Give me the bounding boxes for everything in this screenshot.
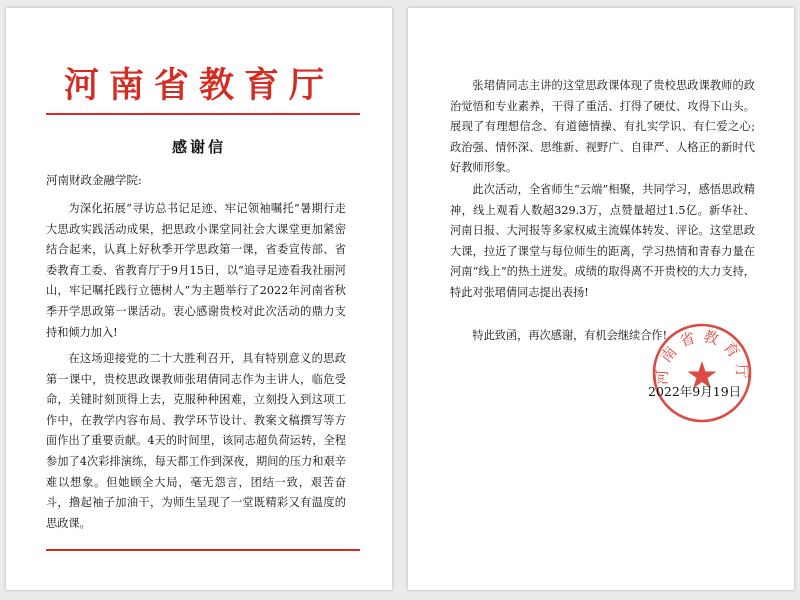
letter-date: 2022年9月19日 [648, 384, 742, 399]
official-seal-stamp [650, 321, 754, 425]
letterhead-red-rule [46, 113, 360, 115]
svg-text:河南省教育厅: 河南省教育厅 [652, 327, 752, 386]
body-paragraph: 为深化拓展“寻访总书记足迹、牢记领袖嘱托”暑期行走大思政实践活动成果，把思政小课堂同社会大课堂更加紧密结合起来，认真上好秋季开学思政第一课，省委宣传部、省委教育工委、省教育厅于9月15日，以“追寻足迹看我社丽河山，牢记嘱托践行立德树人”为主题举行了2022年河南省秋季开学思政第一课活动。衷心感谢贵校对此次活动的鼎力支持和倾力加入! [46, 202, 346, 339]
body-paragraph: 此次活动，全省师生“云端”相聚，共同学习，感悟思政精神，线上观看人数超329.3万，点赞量超过1.5亿。新华社、河南日报、大河报等多家权威主流媒体转发、评论。这堂思政大课，拉近了课堂与每位师生的距离，学习热情和青春力量在河南“线上”的热土迸发。成绩的取得离不开贵校的大力支持，特此对张珺倩同志提出表扬! [450, 183, 755, 299]
letterhead-title: 河南省教育厅 [63, 65, 334, 106]
letter-page-left [6, 8, 392, 590]
letter-title: 感谢信 [171, 138, 226, 156]
footer-red-rule [46, 549, 360, 551]
closing-paragraph: 特此致函，再次感谢，有机会继续合作! [472, 329, 668, 342]
letter-page-right [408, 8, 794, 590]
body-paragraph: 在这场迎接党的二十大胜利召开，具有特别意义的思政第一课中，贵校思政课教师张珺倩同志作为主讲人，临危受命，关键时刻顶得上去，克服种种困难，立刻投入到这项工作中，在教学内容布局、教学环节设计、教案文稿撰写等方面作出了重要贡献。4天的时间里，该同志超负荷运转，全程参加了4次彩排演练，每天都工作到深夜，期间的压力和艰辛难以想象。但她顾全大局，毫无怨言，团结一致，艰苦奋斗，撸起袖子加油干，为师生呈现了一堂既精彩又有温度的思政课。 [46, 352, 346, 530]
recipient-line: 河南财政金融学院: [46, 173, 142, 187]
body-paragraph: 张珺倩同志主讲的这堂思政课体现了贵校思政课教师的政治觉悟和专业素养，干得了重活、打得了硬仗、攻得下山头。展现了有理想信念、有道德情操、有扎实学识、有仁爱之心;政治强、情怀深、思维新、视野广、自律严、人格正的新时代好教师形象。 [450, 79, 755, 175]
